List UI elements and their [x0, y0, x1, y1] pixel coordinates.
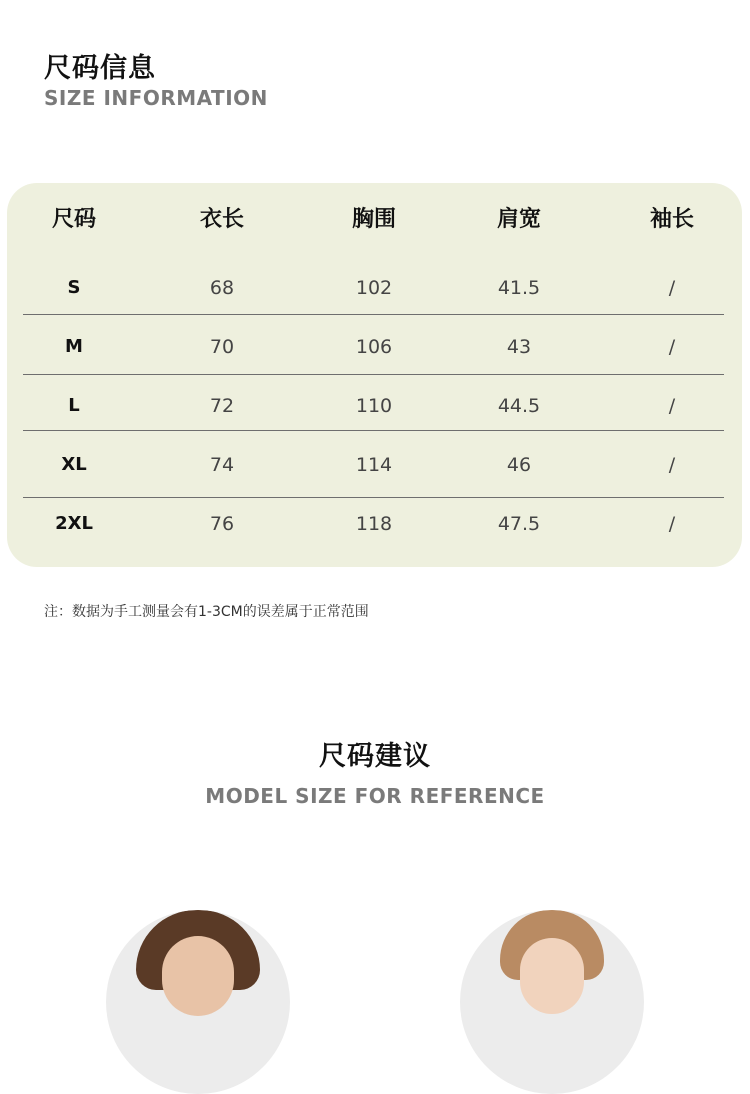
table-cell: L: [68, 395, 80, 416]
row-divider: [23, 497, 724, 498]
model-photo-left: [106, 910, 290, 1094]
table-cell: /: [668, 395, 676, 417]
table-cell: 118: [355, 513, 393, 535]
table-cell: 102: [355, 277, 393, 299]
table-cell: XL: [61, 454, 87, 475]
table-row: [7, 391, 742, 421]
table-cell: 44.5: [497, 395, 541, 417]
col-header-chest: 胸围: [351, 207, 396, 232]
model-section-subtitle: MODEL SIZE FOR REFERENCE: [205, 784, 545, 808]
table-cell: 41.5: [497, 277, 541, 299]
table-cell: /: [668, 336, 676, 358]
row-divider: [23, 430, 724, 431]
model-photo-right: [460, 910, 644, 1094]
measurement-note: 注：数据为手工测量会有1-3CM的误差属于正常范围: [44, 604, 369, 620]
table-row: [7, 450, 742, 480]
table-cell: 76: [209, 513, 235, 535]
model-section-title: 尺码建议: [319, 741, 431, 772]
table-cell: M: [65, 336, 83, 357]
table-cell: 74: [209, 454, 235, 476]
col-header-size: 尺码: [51, 207, 96, 232]
size-table: [7, 183, 742, 567]
table-row: [7, 273, 742, 303]
table-cell: /: [668, 454, 676, 476]
table-cell: 106: [355, 336, 393, 358]
table-cell: S: [67, 277, 81, 298]
section-subtitle: SIZE INFORMATION: [44, 86, 268, 110]
table-row: [7, 509, 742, 539]
row-divider: [23, 374, 724, 375]
table-cell: 47.5: [497, 513, 541, 535]
col-header-sleeve: 袖长: [649, 207, 694, 232]
table-cell: /: [668, 277, 676, 299]
table-cell: 46: [506, 454, 532, 476]
table-cell: 43: [506, 336, 532, 358]
table-cell: 72: [209, 395, 235, 417]
section-title: 尺码信息: [44, 53, 156, 84]
col-header-shoulder: 肩宽: [496, 207, 541, 232]
table-cell: 70: [209, 336, 235, 358]
table-cell: /: [668, 513, 676, 535]
table-cell: 114: [355, 454, 393, 476]
col-header-length: 衣长: [199, 207, 244, 232]
table-row: [7, 332, 742, 362]
table-cell: 68: [209, 277, 235, 299]
table-cell: 2XL: [55, 513, 93, 534]
table-cell: 110: [355, 395, 393, 417]
row-divider: [23, 314, 724, 315]
